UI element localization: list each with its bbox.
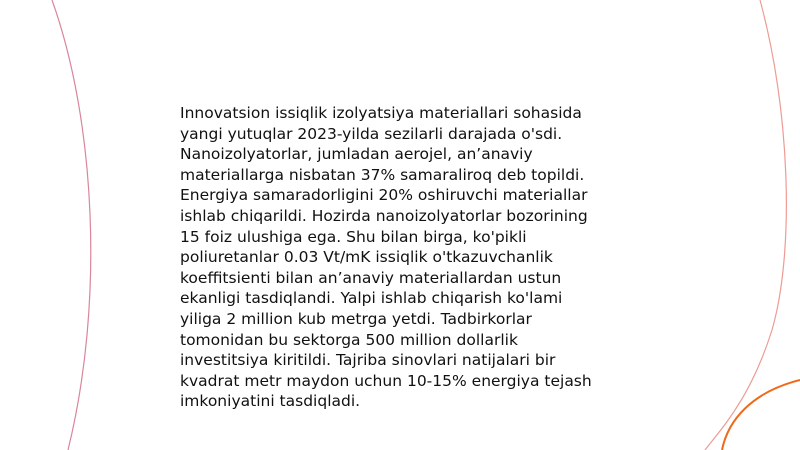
accent-arc [722,380,800,450]
right-arc [705,0,786,450]
left-arc [52,0,91,450]
body-paragraph: Innovatsion issiqlik izolyatsiya materiallari sohasida yangi yutuqlar 2023-yilda sezilarli darajada o'sdi. Nanoizolyatorlar, jumladan aerojel, an’anaviy materiallarga nisbatan 37% samaraliroq deb topildi. Energiya samaradorligini 20% oshiruvchi materiallar ishlab chiqarildi. Hozirda nanoizolyatorlar bozorining 15 foiz ulushiga ega. Shu bilan birga, ko'pikli poliuretanlar 0.03 Vt/mK issiqlik o'tkazuvchanlik koeffitsienti bilan an’anaviy materiallardan ustun ekanligi tasdiqlandi. Yalpi ishlab chiqarish ko'lami yiliga 2 million kub metrga yetdi. Tadbirkorlar tomonidan bu sektorga 500 million dollarlik investitsiya kiritildi. Tajriba sinovlari natijalari bir kvadrat metr maydon uchun 10-15% energiya tejash imkoniyatini tasdiqladi. [180,104,592,411]
